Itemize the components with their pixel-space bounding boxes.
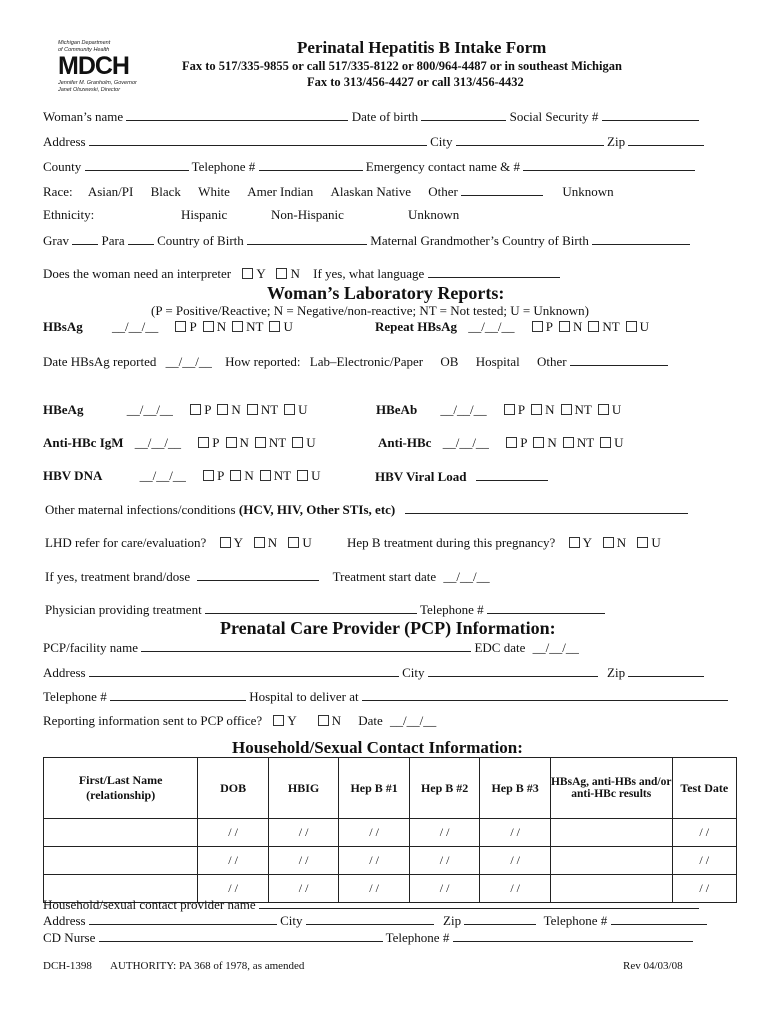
physician-label: Physician providing treatment (45, 602, 202, 617)
igm-nt-checkbox[interactable] (255, 437, 266, 448)
hbc-nt: NT (576, 435, 595, 450)
race-row (43, 183, 614, 200)
address-label: Address (43, 134, 86, 149)
cell-hbig[interactable]: / / (268, 875, 339, 903)
cell-hepb2[interactable]: / / (409, 875, 480, 903)
reporting-label: Reporting information sent to PCP office? (43, 713, 263, 728)
race-label: Race: (43, 184, 73, 199)
repeat-hbsag-date[interactable]: __/__/__ (468, 319, 515, 334)
cd-nurse-label: CD Nurse (43, 930, 96, 945)
dna-n-checkbox[interactable] (230, 470, 241, 481)
hbeag-u-checkbox[interactable] (284, 404, 295, 415)
woman-name-field[interactable] (126, 108, 348, 121)
lhd-n-checkbox[interactable] (254, 537, 265, 548)
hbeag-label: HBeAg (43, 402, 84, 417)
other-infections-label: Other maternal infections/conditions (45, 502, 236, 517)
hbeag-row (43, 402, 314, 418)
hbv-dna-date[interactable]: __/__/__ (139, 468, 186, 483)
table-row (44, 819, 737, 847)
how-reported-label: How reported: (225, 354, 301, 369)
pcp-facility-label: PCP/facility name (43, 640, 138, 655)
igm-n: N (239, 435, 249, 450)
cd-nurse-telephone-field[interactable] (453, 929, 693, 942)
physician-telephone-label: Telephone # (419, 602, 484, 617)
igm-p-checkbox[interactable] (198, 437, 209, 448)
pcp-address-row (43, 664, 704, 681)
pcp-city-label: City (402, 665, 425, 680)
contact-telephone-label: Telephone # (543, 913, 608, 928)
interpreter-yes-checkbox[interactable] (242, 268, 253, 279)
treat-n: N (616, 535, 627, 550)
cell-dob[interactable]: / / (198, 819, 269, 847)
hbeab-nt-checkbox[interactable] (561, 404, 572, 415)
reporting-row (43, 713, 436, 729)
contact-zip-field[interactable] (464, 912, 536, 925)
other-infections-field[interactable] (405, 501, 688, 514)
address-field[interactable] (89, 133, 427, 146)
dna-p: P (217, 468, 225, 483)
contact-address-field[interactable] (89, 912, 277, 925)
hbc-p-checkbox[interactable] (506, 437, 517, 448)
hbsag-p-checkbox[interactable] (175, 321, 186, 332)
telephone-label: Telephone # (191, 159, 256, 174)
edc-label: EDC date (474, 640, 526, 655)
hbeab-u: U (611, 402, 622, 417)
viral-load-label: HBV Viral Load (375, 469, 467, 484)
pcp-address-field[interactable] (89, 664, 399, 677)
ssn-field[interactable] (602, 108, 699, 121)
anti-hbc-igm-date[interactable]: __/__/__ (134, 435, 182, 450)
date-reported-field[interactable]: __/__/__ (165, 354, 212, 369)
treatment-brand-label: If yes, treatment brand/dose (45, 569, 191, 584)
contact-city-field[interactable] (306, 912, 434, 925)
cell-hbig[interactable]: / / (268, 819, 339, 847)
hospital-label: Hospital to deliver at (249, 689, 359, 704)
date-reported-row (43, 353, 668, 370)
city-label: City (430, 134, 453, 149)
provider-label: Household/sexual contact provider name (43, 897, 256, 912)
repeat-hbsag-label: Repeat HBsAg (375, 319, 457, 334)
hbc-n-checkbox[interactable] (533, 437, 544, 448)
cell-name[interactable] (44, 819, 198, 847)
cd-nurse-telephone-label: Telephone # (385, 930, 450, 945)
grav-field[interactable] (72, 232, 98, 245)
anti-hbc-label: Anti-HBc (378, 435, 432, 450)
physician-field[interactable] (205, 601, 417, 614)
mdch-logo (50, 38, 140, 96)
hbsag-n-checkbox[interactable] (203, 321, 214, 332)
treat-n-checkbox[interactable] (603, 537, 614, 548)
pcp-facility-row (43, 639, 579, 656)
interpreter-no-label: N (290, 266, 300, 281)
hospital-field[interactable] (362, 688, 728, 701)
language-field[interactable] (428, 265, 560, 278)
repeat-n: N (572, 319, 583, 334)
ethnicity-label: Ethnicity: (43, 207, 95, 222)
repeat-u: U (639, 319, 650, 334)
lhd-u-checkbox[interactable] (288, 537, 299, 548)
lhd-u: U (302, 535, 312, 550)
hbsag-nt: NT (246, 319, 264, 334)
table-row (44, 847, 737, 875)
dna-u: U (311, 468, 321, 483)
contacts-header-row (44, 758, 737, 819)
interpreter-yes-label: Y (256, 266, 266, 281)
hbeab-label: HBeAb (376, 402, 418, 417)
pcp-telephone-field[interactable] (110, 688, 246, 701)
hbeab-date[interactable]: __/__/__ (440, 402, 487, 417)
treat-y-checkbox[interactable] (569, 537, 580, 548)
woman-name-row (43, 108, 699, 125)
pcp-section-title: Prenatal Care Provider (PCP) Information: (220, 618, 556, 638)
cell-results[interactable] (550, 847, 672, 875)
hbeab-n-checkbox[interactable] (531, 404, 542, 415)
race-other-field[interactable] (461, 183, 543, 196)
pcp-city-field[interactable] (428, 664, 598, 677)
hbeag-p: P (204, 402, 212, 417)
country-birth-label: Country of Birth (157, 233, 244, 248)
repeat-nt: NT (602, 319, 620, 334)
viral-load-row (375, 468, 548, 485)
provider-row (43, 896, 699, 913)
hbsag-label: HBsAg (43, 319, 83, 334)
ethnicity-non-hispanic[interactable]: Non-Hispanic (271, 207, 344, 222)
anti-hbc-igm-label: Anti-HBc IgM (43, 435, 124, 450)
treatment-start-date[interactable]: __/__/__ (443, 569, 490, 584)
contact-address-row (43, 912, 707, 929)
lab-legend: (P = Positive/Reactive; N = Negative/non-reactive; NT = Not tested; U = Unknown) (151, 303, 590, 318)
hbeag-nt-checkbox[interactable] (247, 404, 258, 415)
cell-hepb3[interactable]: / / (480, 819, 551, 847)
county-field[interactable] (85, 158, 189, 171)
pcp-facility-field[interactable] (141, 639, 471, 652)
country-birth-field[interactable] (247, 232, 367, 245)
ssn-label: Social Security # (509, 109, 599, 124)
how-ob[interactable]: OB (440, 354, 459, 369)
logo-abbr: MDCH (58, 52, 129, 80)
race-alaskan[interactable]: Alaskan Native (330, 184, 412, 199)
authority: AUTHORITY: PA 368 of 1978, as amended (110, 960, 305, 972)
race-asian[interactable]: Asian/PI (87, 184, 134, 199)
pcp-telephone-row (43, 688, 728, 705)
hbeab-n: N (545, 402, 555, 417)
reporting-date-label: Date (358, 713, 383, 728)
hbc-u-checkbox[interactable] (600, 437, 611, 448)
ethnicity-hispanic[interactable]: Hispanic (181, 207, 228, 222)
viral-load-field[interactable] (476, 468, 548, 481)
cell-hbig[interactable]: / / (268, 847, 339, 875)
hbeab-row (376, 402, 627, 418)
hbsag-date[interactable]: __/__/__ (111, 319, 159, 334)
logo-agency-line2: of Community Health (58, 47, 110, 53)
fax-line-2: Fax to 313/456-4427 or call 313/456-4432 (307, 75, 524, 89)
para-label: Para (101, 233, 125, 248)
grandmother-country-field[interactable] (592, 232, 690, 245)
dob-field[interactable] (421, 108, 506, 121)
hbeag-n-checkbox[interactable] (217, 404, 228, 415)
cell-hepb2[interactable]: / / (409, 847, 480, 875)
lhd-y-checkbox[interactable] (220, 537, 231, 548)
col-name: First/Last Name (relationship) (44, 758, 198, 819)
physician-telephone-field[interactable] (487, 601, 605, 614)
pcp-zip-label: Zip (607, 665, 626, 680)
cell-test-date[interactable]: / / (672, 847, 736, 875)
county-label: County (43, 159, 82, 174)
treat-y: Y (582, 535, 592, 550)
hbeab-u-checkbox[interactable] (598, 404, 609, 415)
emergency-label: Emergency contact name & # (365, 159, 521, 174)
cell-hepb1[interactable]: / / (339, 875, 410, 903)
contact-telephone-field[interactable] (611, 912, 707, 925)
hbeab-p: P (517, 402, 526, 417)
grav-label: Grav (43, 233, 69, 248)
dna-n: N (244, 468, 254, 483)
cell-results[interactable] (550, 819, 672, 847)
treatment-start-label: Treatment start date (332, 569, 437, 584)
hbsag-u-checkbox[interactable] (269, 321, 280, 332)
cell-hepb3[interactable]: / / (480, 875, 551, 903)
treatment-brand-row (45, 568, 490, 585)
address-row (43, 133, 704, 150)
woman-name-label: Woman’s name (43, 109, 124, 124)
how-hospital[interactable]: Hospital (475, 354, 520, 369)
hbeag-n: N (231, 402, 241, 417)
language-label: If yes, what language (313, 266, 425, 281)
lhd-refer-label: LHD refer for care/evaluation? (45, 535, 207, 550)
reporting-y-checkbox[interactable] (273, 715, 284, 726)
how-lab[interactable]: Lab–Electronic/Paper (309, 354, 424, 369)
contacts-table (43, 757, 737, 903)
hbeag-p-checkbox[interactable] (190, 404, 201, 415)
hbc-nt-checkbox[interactable] (563, 437, 574, 448)
cell-test-date[interactable]: / / (672, 875, 736, 903)
page-title: Perinatal Hepatitis B Intake Form (297, 38, 547, 57)
hepb-treatment-label: Hep B treatment during this pregnancy? (347, 535, 556, 550)
logo-director: Janet Olszewski, Director (58, 87, 121, 93)
hbv-dna-label: HBV DNA (43, 468, 103, 483)
hbeag-date[interactable]: __/__/__ (126, 402, 173, 417)
repeat-hbsag-row (375, 319, 655, 335)
dna-nt-checkbox[interactable] (260, 470, 271, 481)
col-hepb2: Hep B #2 (409, 758, 480, 819)
edc-date[interactable]: __/__/__ (532, 640, 579, 655)
cd-nurse-field[interactable] (99, 929, 383, 942)
logo-agency-line1: Michigan Department (58, 40, 111, 46)
zip-field[interactable] (628, 133, 704, 146)
dna-nt: NT (273, 468, 292, 483)
col-hepb3: Hep B #3 (480, 758, 551, 819)
contact-zip-label: Zip (443, 913, 462, 928)
hbc-p: P (520, 435, 528, 450)
col-results: HBsAg, anti-HBs and/or anti-HBc results (550, 758, 672, 819)
hepb-treatment-row (347, 535, 661, 551)
hbsag-n: N (216, 319, 227, 334)
hbsag-u: U (283, 319, 293, 334)
reporting-n: N (331, 713, 341, 728)
grandmother-country-label: Maternal Grandmother’s Country of Birth (370, 233, 589, 248)
cell-hepb3[interactable]: / / (480, 847, 551, 875)
race-amer-indian[interactable]: Amer Indian (247, 184, 314, 199)
hbeab-p-checkbox[interactable] (504, 404, 515, 415)
col-dob: DOB (198, 758, 269, 819)
cell-test-date[interactable]: / / (672, 819, 736, 847)
interpreter-row (43, 265, 560, 282)
repeat-nt-checkbox[interactable] (588, 321, 599, 332)
physician-row (45, 601, 605, 618)
treat-u: U (651, 535, 661, 550)
contact-city-label: City (280, 913, 303, 928)
igm-n-checkbox[interactable] (226, 437, 237, 448)
igm-u: U (306, 435, 316, 450)
dna-p-checkbox[interactable] (203, 470, 214, 481)
telephone-field[interactable] (259, 158, 363, 171)
logo-governor: Jennifer M. Granholm, Governor (58, 80, 137, 86)
reporting-n-checkbox[interactable] (318, 715, 329, 726)
hbeag-u: U (298, 402, 308, 417)
contact-address-label: Address (43, 913, 86, 928)
race-other[interactable]: Other (428, 184, 458, 199)
hbsag-row (43, 319, 299, 335)
treatment-brand-field[interactable] (197, 568, 319, 581)
revision: Rev 04/03/08 (623, 960, 683, 972)
cd-nurse-row (43, 929, 693, 946)
lab-section-title: Woman’s Laboratory Reports: (267, 283, 505, 303)
lhd-y: Y (233, 535, 243, 550)
col-hepb1: Hep B #1 (339, 758, 410, 819)
hbeag-nt: NT (260, 402, 279, 417)
contacts-section-title: Household/Sexual Contact Information: (232, 738, 523, 757)
emergency-field[interactable] (523, 158, 695, 171)
treat-u-checkbox[interactable] (637, 537, 648, 548)
para-field[interactable] (128, 232, 154, 245)
reporting-date[interactable]: __/__/__ (390, 713, 437, 728)
interpreter-question: Does the woman need an interpreter (43, 266, 232, 281)
hbeab-nt: NT (574, 402, 592, 417)
ethnicity-row (43, 207, 94, 223)
repeat-p-checkbox[interactable] (532, 321, 543, 332)
cell-hepb1[interactable]: / / (339, 819, 410, 847)
provider-field[interactable] (259, 896, 699, 909)
other-infections-bold: (HCV, HIV, Other STIs, etc) (238, 502, 396, 517)
igm-nt: NT (268, 435, 287, 450)
how-other-field[interactable] (570, 353, 668, 366)
grav-row (43, 232, 690, 249)
ethnicity-unknown[interactable]: Unknown (408, 207, 460, 222)
how-other[interactable]: Other (537, 354, 567, 369)
dob-label: Date of birth (351, 109, 419, 124)
cell-hepb1[interactable]: / / (339, 847, 410, 875)
county-row (43, 158, 695, 175)
hbv-dna-row (43, 468, 326, 484)
fax-line-1: Fax to 517/335-9855 or call 517/335-8122 or 800/964-4487 or in southeast Michigan (182, 59, 622, 73)
anti-hbc-row (378, 435, 630, 451)
anti-hbc-date[interactable]: __/__/__ (442, 435, 489, 450)
date-reported-label: Date HBsAg reported (43, 354, 157, 369)
zip-label: Zip (607, 134, 626, 149)
hbsag-nt-checkbox[interactable] (232, 321, 243, 332)
repeat-u-checkbox[interactable] (626, 321, 637, 332)
cell-dob[interactable]: / / (198, 847, 269, 875)
hbc-n: N (547, 435, 557, 450)
pcp-zip-field[interactable] (628, 664, 704, 677)
race-white[interactable]: White (198, 184, 230, 199)
igm-p: P (212, 435, 220, 450)
hbsag-p: P (189, 319, 197, 334)
reporting-y: Y (287, 713, 297, 728)
lhd-refer-row (45, 535, 312, 551)
col-hbig: HBIG (268, 758, 339, 819)
form-number: DCH-1398 (43, 960, 92, 972)
hbc-u: U (614, 435, 624, 450)
anti-hbc-igm-row (43, 435, 322, 451)
cell-dob[interactable]: / / (198, 875, 269, 903)
pcp-telephone-label: Telephone # (43, 689, 107, 704)
race-black[interactable]: Black (150, 184, 181, 199)
cell-name[interactable] (44, 847, 198, 875)
other-infections-row (45, 501, 688, 518)
race-unknown[interactable]: Unknown (562, 184, 614, 199)
repeat-p: P (545, 319, 553, 334)
dna-u-checkbox[interactable] (297, 470, 308, 481)
city-field[interactable] (456, 133, 604, 146)
interpreter-no-checkbox[interactable] (276, 268, 287, 279)
col-test-date: Test Date (672, 758, 736, 819)
repeat-n-checkbox[interactable] (559, 321, 570, 332)
cell-hepb2[interactable]: / / (409, 819, 480, 847)
pcp-address-label: Address (43, 665, 86, 680)
lhd-n: N (267, 535, 278, 550)
igm-u-checkbox[interactable] (292, 437, 303, 448)
